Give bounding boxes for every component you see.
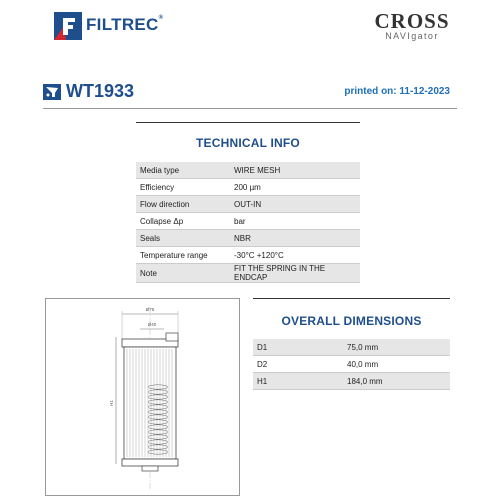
row-value: bar <box>230 213 360 230</box>
table-row <box>136 247 360 264</box>
row-label: D1 <box>253 339 343 356</box>
row-label: Efficiency <box>136 179 230 196</box>
row-value: 184,0 mm <box>343 373 450 390</box>
height-label: H1 <box>109 400 114 406</box>
row-label: Collapse Δp <box>136 213 230 230</box>
row-value: 75,0 mm <box>343 339 450 356</box>
row-value: WIRE MESH <box>230 162 360 179</box>
table-row <box>136 196 360 213</box>
filter-drawing <box>46 299 239 495</box>
row-value: OUT-IN <box>230 196 360 213</box>
overall-dimensions-table <box>253 339 450 390</box>
table-row <box>136 264 360 283</box>
row-value: 40,0 mm <box>343 356 450 373</box>
table-row <box>136 179 360 196</box>
row-label: H1 <box>253 373 343 390</box>
row-value: FIT THE SPRING IN THE ENDCAP <box>230 264 360 283</box>
row-label: Note <box>136 264 230 283</box>
row-value: NBR <box>230 230 360 247</box>
row-value: -30°C +120°C <box>230 247 360 264</box>
partner-subtitle: NAVIgator <box>385 31 439 41</box>
overall-dimensions-title: OVERALL DIMENSIONS <box>281 314 422 328</box>
registered-mark: ® <box>158 15 164 21</box>
row-label: D2 <box>253 356 343 373</box>
row-label: Temperature range <box>136 247 230 264</box>
partner-name: CROSS <box>374 9 450 33</box>
table-row <box>136 213 360 230</box>
outer-diameter-label: Ø75 <box>145 307 155 312</box>
row-label: Media type <box>136 162 230 179</box>
technical-info-table <box>136 162 360 283</box>
partner-logo <box>372 10 452 41</box>
section-divider <box>253 298 450 299</box>
row-label: Flow direction <box>136 196 230 213</box>
inner-diameter-label: Ø40 <box>147 322 157 327</box>
table-row <box>136 162 360 179</box>
technical-info-title: TECHNICAL INFO <box>196 136 300 150</box>
divider <box>43 108 457 109</box>
filter-part-icon <box>43 84 61 100</box>
table-row <box>253 339 450 356</box>
row-value: 200 µm <box>230 179 360 196</box>
table-row <box>253 373 450 390</box>
filtrec-logo-icon <box>54 12 82 40</box>
table-row <box>136 230 360 247</box>
part-number: WT1933 <box>66 81 135 101</box>
row-label: Seals <box>136 230 230 247</box>
brand-name: FILTREC® <box>86 15 164 34</box>
printed-date: printed on: 11-12-2023 <box>344 86 450 97</box>
table-row <box>253 356 450 373</box>
bottom-endcap <box>122 459 178 466</box>
section-divider <box>136 122 360 123</box>
